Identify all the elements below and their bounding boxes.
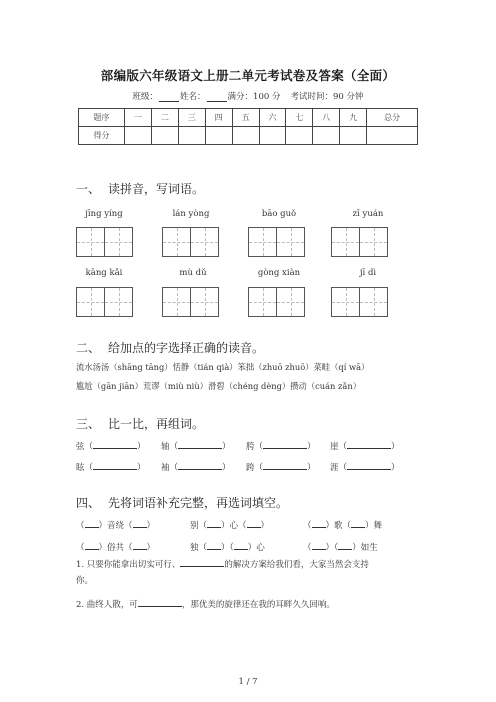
score-cell[interactable] — [151, 127, 178, 145]
score-row-label: 得分 — [79, 127, 125, 145]
answer-blank[interactable] — [133, 520, 147, 528]
exam-time: 考试时间：90 分钟 — [290, 92, 364, 102]
score-header-cell: 八 — [313, 109, 340, 127]
word-group-item: 胯（ ） — [246, 442, 316, 452]
question-1: 1. 只要你能拿出切实可行、 的解决方案给我们看，大家当然会支持 你。 — [76, 560, 369, 586]
section-number: 四、 — [76, 496, 101, 510]
writing-boxes[interactable] — [331, 287, 387, 317]
answer-blank[interactable] — [263, 441, 307, 449]
score-cell[interactable] — [232, 127, 259, 145]
answer-blank[interactable] — [178, 462, 222, 470]
score-cell[interactable] — [367, 127, 418, 145]
section-title: 先将词语补充完整，再选词填空。 — [108, 496, 289, 510]
answer-blank[interactable] — [247, 520, 261, 528]
answer-blank[interactable] — [347, 462, 391, 470]
answer-blank[interactable] — [180, 559, 224, 567]
name-label: 姓名： — [180, 92, 206, 102]
word-group-item: 袖（ ） — [161, 463, 231, 473]
score-header-cell: 四 — [205, 109, 232, 127]
section-2-heading — [76, 339, 264, 356]
pinyin-label: mù dǔ — [179, 268, 207, 278]
pinyin-label: bāo guǒ — [261, 209, 297, 219]
score-header-cell: 一 — [125, 109, 152, 127]
idiom-fill: 独（ ）（ ）心 — [190, 543, 265, 553]
section-1-heading — [76, 180, 204, 197]
reading-choice-line: 流水汤汤（shāng tāng）恬静（tián qià）笨拙（zhuō zhuō）菜畦（qí wā） — [76, 362, 370, 372]
full-score: 满分：100 分 — [227, 92, 281, 102]
score-cell[interactable] — [125, 127, 152, 145]
answer-blank[interactable] — [93, 462, 137, 470]
section-number: 三、 — [76, 417, 101, 431]
word-group-item: 涯（ ） — [330, 463, 400, 473]
name-blank[interactable] — [207, 93, 227, 102]
section-title: 比一比，再组词。 — [108, 417, 205, 431]
pinyin-label: zī yuán — [352, 209, 384, 219]
writing-boxes[interactable] — [76, 287, 132, 317]
writing-boxes[interactable] — [162, 227, 218, 257]
word-group-item: 跨（ ） — [246, 463, 316, 473]
page-title: 部编版六年级语文上册二单元考试卷及答案（全面） — [100, 68, 396, 83]
idiom-fill: （ ）音绕（ ） — [76, 521, 156, 531]
section-title: 读拼音，写词语。 — [108, 182, 205, 196]
score-cell[interactable] — [340, 127, 367, 145]
answer-blank[interactable] — [312, 520, 326, 528]
word-group-item: 崖（ ） — [330, 442, 400, 452]
score-header-cell: 三 — [178, 109, 205, 127]
answer-blank[interactable] — [85, 520, 99, 528]
answer-blank[interactable] — [347, 441, 391, 449]
writing-boxes[interactable] — [331, 227, 387, 257]
pinyin-label: kāng kǎi — [85, 268, 123, 278]
answer-blank[interactable] — [234, 542, 248, 550]
score-table-score-row — [79, 127, 418, 145]
reading-choice-line: 尴尬（gān jiān）荒谬（miù niù）滑碧（chéng dèng）攒动（cuán zǎn） — [76, 381, 361, 391]
pinyin-label: jīng yíng — [85, 209, 123, 219]
writing-boxes[interactable] — [76, 227, 132, 257]
section-number: 二、 — [76, 341, 101, 355]
section-3-heading — [76, 415, 204, 432]
answer-blank[interactable] — [312, 542, 326, 550]
answer-blank[interactable] — [85, 542, 99, 550]
score-header-cell: 五 — [232, 109, 259, 127]
idiom-fill: （ ）（ ）如生 — [303, 543, 378, 553]
writing-boxes[interactable] — [248, 227, 304, 257]
writing-boxes[interactable] — [248, 287, 304, 317]
score-header-cell: 九 — [340, 109, 367, 127]
idiom-fill: （ ）歌（ ）舞 — [303, 521, 383, 531]
score-header-cell: 二 — [151, 109, 178, 127]
score-cell[interactable] — [178, 127, 205, 145]
score-cell[interactable] — [286, 127, 313, 145]
pinyin-label: jī dì — [359, 268, 377, 278]
score-header-cell: 题序 — [79, 109, 125, 127]
score-cell[interactable] — [259, 127, 286, 145]
score-header-cell: 七 — [286, 109, 313, 127]
score-header-cell: 总分 — [367, 109, 418, 127]
answer-blank[interactable] — [351, 520, 365, 528]
word-group-item: 眩（ ） — [76, 463, 146, 473]
question-2: 2. 曲终人散，可 ，那优美的旋律还在我的耳畔久久回响。 — [76, 600, 335, 610]
score-table — [78, 108, 418, 145]
word-group-item: 轴（ ） — [161, 442, 231, 452]
score-cell[interactable] — [313, 127, 340, 145]
answer-blank[interactable] — [207, 542, 221, 550]
idiom-fill: （ ）俗共（ ） — [76, 543, 156, 553]
exam-info — [0, 90, 496, 102]
idiom-fill: 别（ ）心（ ） — [190, 521, 270, 531]
answer-blank[interactable] — [178, 441, 222, 449]
class-label: 班级： — [132, 92, 159, 102]
score-table-header-row — [79, 109, 418, 127]
writing-boxes[interactable] — [162, 287, 218, 317]
pinyin-label: gòng xiàn — [257, 268, 301, 278]
section-number: 一、 — [76, 182, 101, 196]
answer-blank[interactable] — [138, 599, 182, 607]
answer-blank[interactable] — [207, 520, 221, 528]
answer-blank[interactable] — [263, 462, 307, 470]
answer-blank[interactable] — [338, 542, 352, 550]
word-group-item: 弦（ ） — [76, 442, 146, 452]
answer-blank[interactable] — [93, 441, 137, 449]
pinyin-label: lán yòng — [172, 209, 210, 219]
section-title: 给加点的字选择正确的读音。 — [108, 341, 265, 355]
answer-blank[interactable] — [133, 542, 147, 550]
page-number: 1 / 7 — [238, 677, 258, 687]
score-header-cell: 六 — [259, 109, 286, 127]
class-blank[interactable] — [159, 93, 179, 102]
score-cell[interactable] — [205, 127, 232, 145]
section-4-heading — [76, 494, 288, 511]
